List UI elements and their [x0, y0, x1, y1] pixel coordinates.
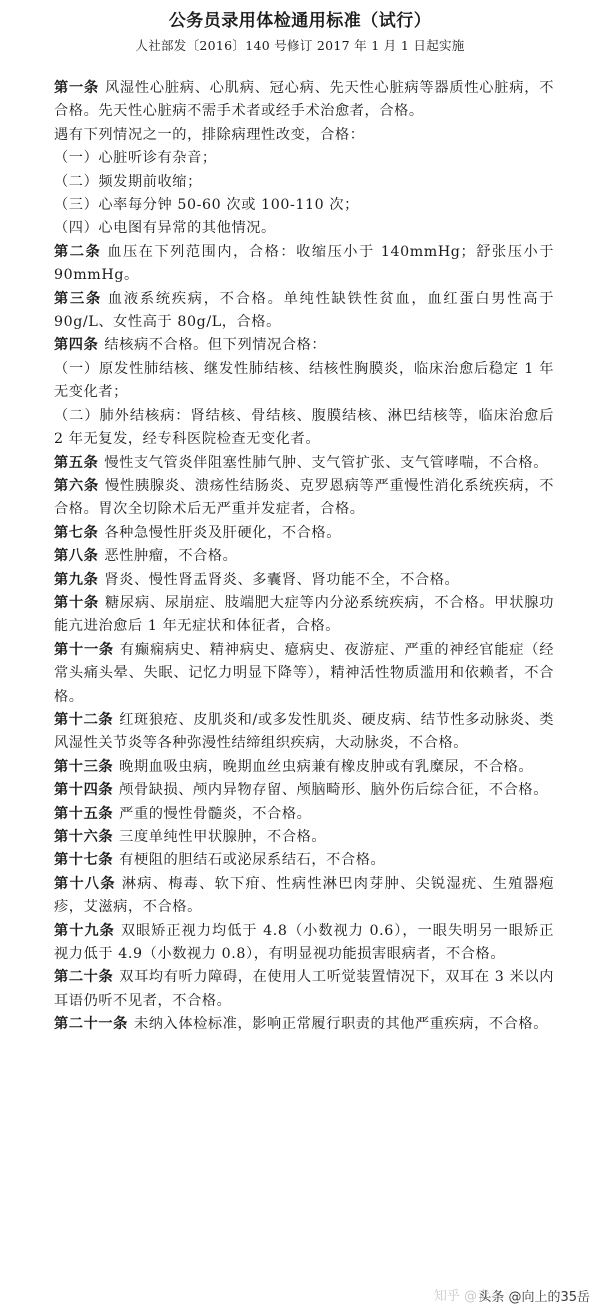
article: [54, 475, 554, 522]
article-item: [54, 171, 554, 194]
document-title: 公务员录用体检通用标准（试行）: [168, 11, 432, 31]
article-text: 血液系统疾病，不合格。单纯性缺铁性贫血，血红蛋白男性高于 90g/L、女性高于 80g/L，合格。: [54, 290, 554, 331]
article: [54, 849, 554, 872]
article-label: 第十二条: [54, 711, 114, 728]
article: [54, 522, 554, 545]
article: [54, 639, 554, 709]
article: [54, 826, 554, 849]
article: [54, 966, 554, 1013]
article-text: 风湿性心脏病、心肌病、冠心病、先天性心脏病等器质性心脏病，不合格。先天性心脏病不需手术者或经手术治愈者，合格。: [54, 80, 554, 120]
article-text: （二）频发期前收缩；: [54, 173, 202, 190]
article-text: 双眼矫正视力均低于 4.8（小数视力 0.6），一眼失明另一眼矫正视力低于 4.9（小数视力 0.8），有明显视功能损害眼病者，不合格。: [54, 922, 554, 963]
article-label: 第十一条: [54, 641, 114, 658]
article-text: 恶性肿瘤，不合格。: [104, 548, 238, 565]
article-text: 未纳入体检标准，影响正常履行职责的其他严重疾病，不合格。: [133, 1016, 549, 1033]
article: [54, 709, 554, 756]
article-text: 慢性胰腺炎、溃疡性结肠炎、克罗恩病等严重慢性消化系统疾病，不合格。胃次全切除术后无严重并发症者，合格。: [54, 477, 554, 518]
article: [54, 545, 554, 568]
article-text: （三）心率每分钟 50-60 次或 100-110 次；: [54, 197, 359, 214]
article: [54, 77, 554, 124]
article-text: 三度单纯性甲状腺肿，不合格。: [119, 829, 327, 845]
article-item: [54, 405, 554, 452]
article-label: 第六条: [54, 477, 99, 494]
article-text: （一）心脏听诊有杂音；: [54, 150, 217, 167]
article-item: [54, 358, 554, 405]
article-label: 第三条: [54, 290, 102, 307]
article-item: [54, 147, 554, 170]
article-text: 有癫痫病史、精神病史、癔病史、夜游症、严重的神经官能症（经常头痛头晕、失眠、记忆力明显下降等），精神活性物质滥用和依赖者，不合格。: [54, 641, 554, 705]
watermark-text: 头条 @向上的35岳: [478, 1290, 590, 1305]
article-text: 严重的慢性骨髓炎，不合格。: [119, 805, 312, 822]
article: [54, 803, 554, 826]
article: [54, 592, 554, 639]
article-text: 红斑狼疮、皮肌炎和/或多发性肌炎、硬皮病、结节性多动脉炎、类风湿性关节炎等各种弥漫性结缔组织疾病，大动脉炎，不合格。: [54, 711, 554, 752]
article-label: 第九条: [54, 571, 99, 588]
toutiao-watermark: [478, 1286, 590, 1305]
article-item: [54, 194, 554, 217]
article-label: 第二十一条: [54, 1016, 128, 1033]
article-text: 血压在下列范围内，合格：收缩压小于 140mmHg；舒张压小于 90mmHg。: [54, 243, 554, 284]
article-label: 第十三条: [54, 758, 114, 775]
document-subtitle: 人社部发〔2016〕140 号修订 2017 年 1 月 1 日起实施: [135, 38, 465, 53]
article: [54, 920, 554, 967]
article: [54, 288, 554, 335]
article-text: 双耳均有听力障碍，在使用人工听觉装置情况下，双耳在 3 米以内耳语仍听不见者，不合格。: [54, 969, 554, 1009]
article-text: 糖尿病、尿崩症、肢端肥大症等内分泌系统疾病，不合格。甲状腺功能亢进治愈后 1 年无症状和体征者，合格。: [54, 594, 554, 635]
article-label: 第八条: [54, 548, 99, 565]
article: [54, 1013, 554, 1036]
article-text: 遇有下列情况之一的，排除病理性改变，合格：: [54, 126, 365, 143]
article-text: 慢性支气管炎伴阻塞性肺气肿、支气管扩张、支气管哮喘，不合格。: [104, 454, 549, 471]
article-label: 第五条: [54, 454, 99, 471]
article: [54, 241, 554, 288]
article: [54, 756, 554, 779]
article-text: （二）肺外结核病：肾结核、骨结核、腹膜结核、淋巴结核等，临床治愈后 2 年无复发，经专科医院检查无变化者。: [54, 407, 554, 448]
article-label: 第四条: [54, 337, 99, 354]
article: [54, 452, 554, 475]
article: [54, 779, 554, 802]
article-text: （一）原发性肺结核、继发性肺结核、结核性胸膜炎，临床治愈后稳定 1 年无变化者；: [54, 360, 554, 401]
article-label: 第十六条: [54, 829, 114, 845]
article-label: 第十条: [54, 594, 99, 611]
article-label: 第一条: [54, 80, 99, 96]
article-text: 结核病不合格。但下列情况合格：: [104, 337, 327, 354]
article: [54, 569, 554, 592]
document-body: [54, 77, 554, 1037]
article-label: 第二十条: [54, 969, 114, 986]
article-item: [54, 217, 554, 240]
article-text: 颅骨缺损、颅内异物存留、颅脑畸形、脑外伤后综合征，不合格。: [119, 782, 548, 799]
article-text: 晚期血吸虫病，晚期血丝虫病兼有橡皮肿或有乳糜尿，不合格。: [119, 758, 534, 775]
article-label: 第十五条: [54, 805, 114, 822]
article-label: 第二条: [54, 243, 102, 260]
article-text: 有梗阻的胆结石或泌尿系结石，不合格。: [119, 852, 386, 869]
article-label: 第十七条: [54, 852, 114, 869]
article-label: 第十四条: [54, 782, 114, 799]
article-label: 第十八条: [54, 875, 116, 892]
article-text: 淋病、梅毒、软下疳、性病性淋巴肉芽肿、尖锐湿疣、生殖器疱疹，艾滋病，不合格。: [54, 875, 554, 916]
article-label: 第十九条: [54, 922, 115, 939]
article: [54, 873, 554, 920]
article-item: [54, 124, 554, 147]
article-text: 各种急慢性肝炎及肝硬化，不合格。: [104, 524, 341, 541]
article: [54, 334, 554, 357]
article-text: （四）心电图有异常的其他情况。: [54, 220, 276, 237]
article-text: 肾炎、慢性肾盂肾炎、多囊肾、肾功能不全，不合格。: [104, 571, 460, 588]
article-label: 第七条: [54, 524, 99, 541]
zhihu-watermark: 知乎 @青: [433, 1289, 490, 1304]
